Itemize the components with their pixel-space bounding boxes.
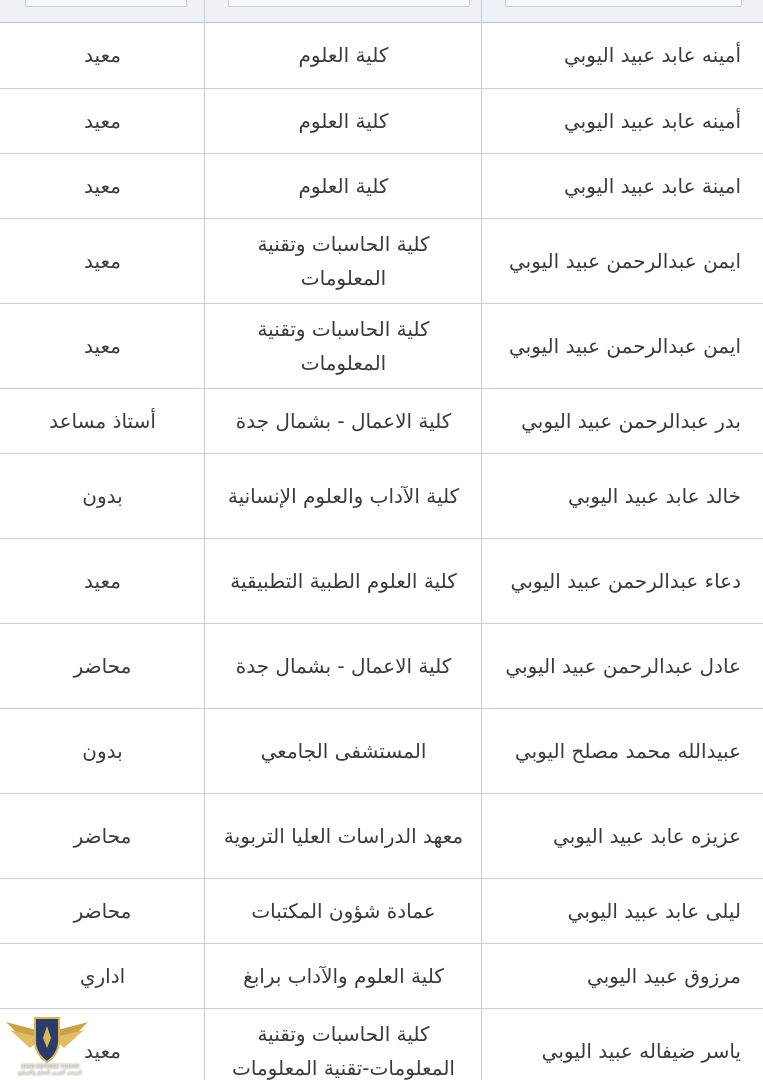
- college-cell: [205, 89, 482, 153]
- table-row: [0, 624, 763, 709]
- college-cell-text: عمادة شؤون المكتبات: [251, 899, 436, 923]
- rank-cell-text: محاضر: [73, 824, 132, 848]
- employee-name-cell: [482, 624, 763, 708]
- rank-cell-text: محاضر: [73, 654, 132, 678]
- employee-name-cell-text: ايمن عبدالرحمن عبيد اليوبي: [508, 249, 741, 273]
- rank-cell-text: اداري: [79, 964, 126, 988]
- rank-cell-text: معيد: [84, 109, 121, 133]
- college-cell-text: كلية الحاسبات وتقنية المعلومات: [257, 232, 430, 290]
- college-cell: [205, 219, 482, 303]
- rank-cell: [0, 89, 205, 153]
- winged-shield-icon: [4, 1012, 90, 1072]
- college-cell: [205, 1009, 482, 1080]
- college-cell: [205, 709, 482, 793]
- rank-cell-text: أستاذ مساعد: [49, 409, 156, 433]
- table-row: [0, 709, 763, 794]
- college-cell: [205, 624, 482, 708]
- rank-cell-text: معيد: [84, 249, 121, 273]
- table-row: [0, 1009, 763, 1080]
- college-cell: [205, 454, 482, 538]
- college-cell-text: معهد الدراسات العليا التربوية: [223, 824, 464, 848]
- employee-name-cell-text: دعاء عبدالرحمن عبيد اليوبي: [510, 569, 741, 593]
- rank-cell: [0, 304, 205, 388]
- table-row: [0, 304, 763, 389]
- college-cell-text: كلية الاعمال - بشمال جدة: [235, 654, 452, 678]
- employee-name-cell: [482, 89, 763, 153]
- employee-name-cell: [482, 539, 763, 623]
- table-row: [0, 89, 763, 154]
- table-row: [0, 22, 763, 89]
- rank-cell: [0, 389, 205, 453]
- rank-cell: [0, 154, 205, 218]
- rank-cell-text: بدون: [82, 739, 123, 763]
- table-row: [0, 219, 763, 304]
- employee-name-cell: [482, 794, 763, 878]
- employee-name-cell: [482, 22, 763, 88]
- rank-cell-text: معيد: [84, 334, 121, 358]
- college-cell: [205, 879, 482, 943]
- table-row: [0, 944, 763, 1009]
- college-cell: [205, 154, 482, 218]
- employee-name-cell-text: أمينه عابد عبيد اليوبي: [564, 109, 741, 133]
- rank-cell-text: بدون: [82, 484, 123, 508]
- table-row: [0, 454, 763, 539]
- employee-name-cell: [482, 879, 763, 943]
- header-tab-stub: [228, 0, 470, 7]
- rank-cell: [0, 454, 205, 538]
- college-cell: [205, 539, 482, 623]
- college-cell: [205, 22, 482, 88]
- watermark-title: ARAB DEFENSE FORUM: [20, 1064, 80, 1070]
- watermark-subtitle: المنتدى العربي للدفاع والتسليح: [17, 1070, 83, 1076]
- college-cell-text: المستشفى الجامعي: [260, 739, 427, 763]
- employee-name-cell-text: أمينه عابد عبيد اليوبي: [564, 43, 741, 67]
- employee-name-cell: [482, 1009, 763, 1080]
- college-cell: [205, 794, 482, 878]
- employee-name-cell-text: مرزوق عبيد اليوبي: [586, 964, 741, 988]
- employee-name-cell: [482, 454, 763, 538]
- college-cell-text: كلية الاعمال - بشمال جدة: [235, 409, 452, 433]
- rank-cell: [0, 539, 205, 623]
- employee-name-cell-text: ليلى عابد عبيد اليوبي: [567, 899, 741, 923]
- rank-cell: [0, 794, 205, 878]
- rank-cell: [0, 944, 205, 1008]
- employee-name-cell-text: بدر عبدالرحمن عبيد اليوبي: [521, 409, 741, 433]
- employee-name-cell-text: عادل عبدالرحمن عبيد اليوبي: [505, 654, 741, 678]
- college-cell: [205, 944, 482, 1008]
- college-cell-text: كلية العلوم: [298, 174, 389, 198]
- rank-cell-text: محاضر: [73, 899, 132, 923]
- employee-name-cell: [482, 944, 763, 1008]
- employee-name-cell-text: عزيزه عابد عبيد اليوبي: [553, 824, 741, 848]
- college-cell: [205, 304, 482, 388]
- employee-name-cell-text: ياسر ضيفاله عبيد اليوبي: [541, 1039, 741, 1063]
- employee-name-cell: [482, 304, 763, 388]
- employee-name-cell: [482, 709, 763, 793]
- rank-cell-text: معيد: [84, 1039, 121, 1063]
- employee-name-cell: [482, 219, 763, 303]
- college-cell-text: كلية العلوم: [298, 109, 389, 133]
- table-row: [0, 389, 763, 454]
- employee-name-cell-text: خالد عابد عبيد اليوبي: [568, 484, 741, 508]
- college-cell-text: كلية الحاسبات وتقنية المعلومات: [257, 317, 430, 375]
- rank-cell: [0, 624, 205, 708]
- table-row: [0, 879, 763, 944]
- rank-cell-text: معيد: [84, 174, 121, 198]
- employee-name-cell: [482, 154, 763, 218]
- column-divider: [481, 0, 482, 1080]
- table-row: [0, 539, 763, 624]
- rank-cell: [0, 709, 205, 793]
- employee-name-cell-text: عبيدالله محمد مصلح اليوبي: [514, 739, 741, 763]
- column-divider: [204, 0, 205, 1080]
- employee-name-cell-text: امينة عابد عبيد اليوبي: [564, 174, 741, 198]
- rank-cell: [0, 219, 205, 303]
- college-cell-text: كلية العلوم: [298, 43, 389, 67]
- college-cell-text: كلية العلوم الطبية التطبيقية: [230, 569, 457, 593]
- rank-cell: [0, 22, 205, 88]
- header-tab-stub: [505, 0, 742, 7]
- rank-cell-text: معيد: [84, 43, 121, 67]
- rank-cell: [0, 879, 205, 943]
- college-cell-text: كلية العلوم والآداب برابغ: [243, 964, 444, 988]
- rank-cell-text: معيد: [84, 569, 121, 593]
- forum-logo: [4, 1012, 90, 1078]
- employee-name-cell: [482, 389, 763, 453]
- table-header-strip: [0, 0, 763, 23]
- table-row: [0, 154, 763, 219]
- college-cell: [205, 389, 482, 453]
- college-cell-text: كلية الآداب والعلوم الإنسانية: [227, 484, 460, 508]
- table-row: [0, 794, 763, 879]
- employee-name-cell-text: ايمن عبدالرحمن عبيد اليوبي: [508, 334, 741, 358]
- college-cell-text: كلية الحاسبات وتقنية المعلومات-تقنية المعلومات: [232, 1022, 455, 1080]
- header-tab-stub: [25, 0, 187, 7]
